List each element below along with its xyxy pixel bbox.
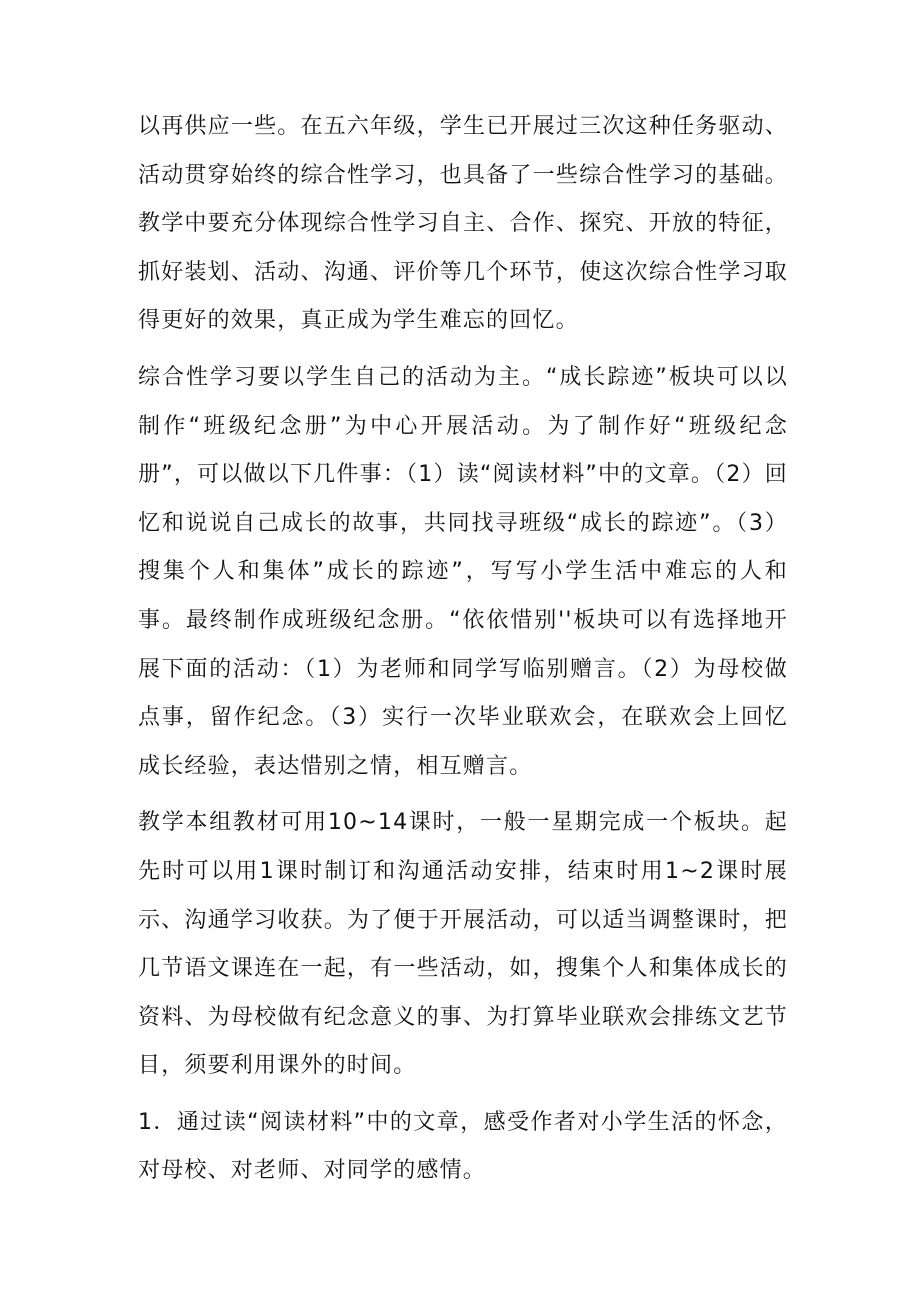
paragraph-objective-1: 1．通过读“阅读材料”中的文章，感受作者对小学生活的怀念，对母校、对老师、对同学的感情。: [138, 1109, 788, 1184]
paragraph-activities: 综合性学习要以学生自己的活动为主。“成长踪迹”板块可以以制作“班级纪念册”为中心开展活动。为了制作好“班级纪念册”，可以做以下几件事：（1）读“阅读材料”中的文章。（2）回忆和说说自己成长的故事，共同找寻班级“成长的踪迹”。（3）搜集个人和集体”成长的踪迹”，写写小学生活中难忘的人和事。最终制作成班级纪念册。“依依惜别''板块可以有选择地开展下面的活动：（1）为老师和同学写临别赠言。（2）为母校做点事，留作纪念。（3）实行一次毕业联欢会，在联欢会上回忆成长经验，表达惜别之情，相互赠言。: [138, 364, 788, 779]
paragraph-schedule: 教学本组教材可用10~14课时，一般一星期完成一个板块。起先时可以用1课时制订和沟通活动安排，结束时用1~2课时展示、沟通学习收获。为了便于开展活动，可以适当调整课时，把几节语文课连在一起，有一些活动，如，搜集个人和集体成长的资料、为母校做有纪念意义的事、为打算毕业联欢会排练文艺节目，须要利用课外的时间。: [138, 810, 788, 1079]
paragraph-intro: 以再供应一些。在五六年级，学生已开展过三次这种任务驱动、活动贯穿始终的综合性学习，也具备了一些综合性学习的基础。教学中要充分体现综合性学习自主、合作、探究、开放的特征，抓好装划、活动、沟通、评价等几个环节，使这次综合性学习取得更好的效果，真正成为学生难忘的回忆。: [138, 114, 788, 334]
document-body: [138, 103, 788, 1203]
